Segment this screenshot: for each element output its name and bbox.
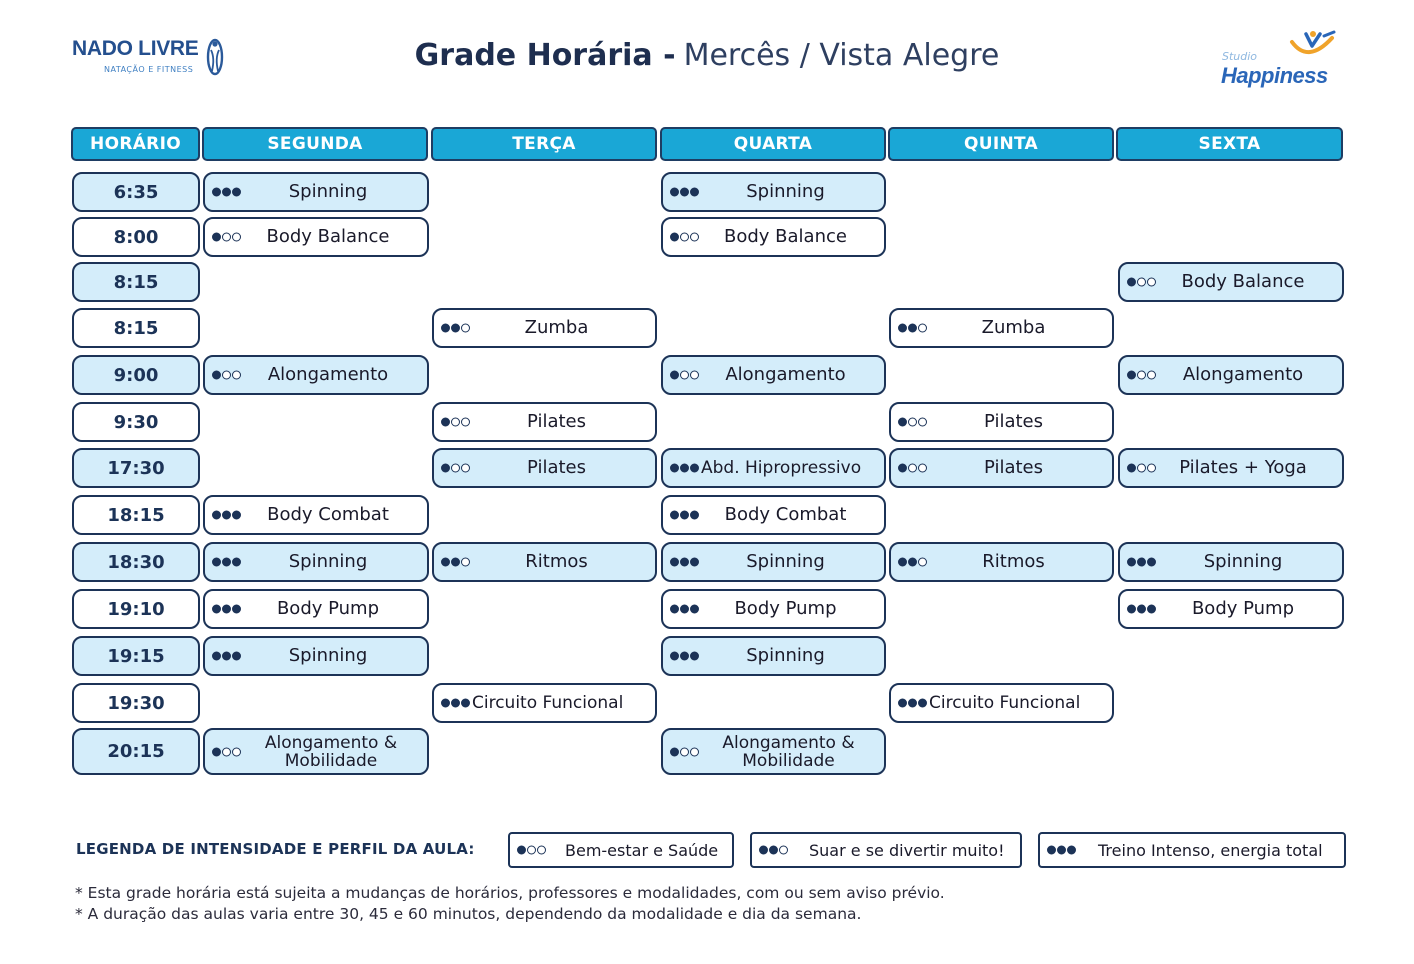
class-name: Body Combat bbox=[267, 504, 389, 525]
col-header-sexta: SEXTA bbox=[1116, 127, 1343, 161]
page-title bbox=[0, 38, 1414, 73]
class-name: Spinning bbox=[1203, 551, 1283, 572]
title-text: Grade Horária - bbox=[414, 38, 676, 73]
time-cell: 20:15 bbox=[72, 728, 200, 775]
time-cell: 19:10 bbox=[72, 589, 200, 629]
class-quarta-body-balance bbox=[661, 217, 886, 257]
time-cell: 8:15 bbox=[72, 308, 200, 348]
time-cell: 18:15 bbox=[72, 495, 200, 535]
time-cell: 19:30 bbox=[72, 683, 200, 723]
class-terca-circuito-funcional bbox=[432, 683, 657, 723]
class-name: Spinning bbox=[746, 551, 825, 572]
intensity-dots-icon bbox=[759, 846, 788, 855]
class-terca-pilates bbox=[432, 448, 657, 488]
class-name: Alongamento bbox=[1182, 364, 1304, 385]
class-name: Circuito Funcional bbox=[929, 693, 1081, 713]
class-name: Alongamento & Mobilidade bbox=[722, 732, 855, 771]
class-quinta-pilates bbox=[889, 448, 1114, 488]
class-name: Body Pump bbox=[276, 598, 380, 619]
col-header-time: HORÁRIO bbox=[71, 127, 200, 161]
class-terca-zumba bbox=[432, 308, 657, 348]
nado-livre-tagline: NATAÇÃO E FITNESS bbox=[104, 65, 194, 74]
legend-item-wellness bbox=[508, 832, 734, 868]
legend-item-fun bbox=[750, 832, 1022, 868]
class-sexta-spinning bbox=[1118, 542, 1344, 582]
class-sexta-body-balance bbox=[1118, 262, 1344, 302]
class-quarta-alongamento bbox=[661, 355, 886, 395]
class-quarta-spinning bbox=[661, 172, 886, 212]
legend-title: LEGENDA DE INTENSIDADE E PERFIL DA AULA: bbox=[76, 840, 475, 858]
class-quinta-zumba bbox=[889, 308, 1114, 348]
class-sexta-body-pump bbox=[1118, 589, 1344, 629]
class-name: Zumba bbox=[981, 317, 1046, 338]
class-segunda-alongamento-mobilidade bbox=[203, 728, 429, 775]
class-name: Spinning bbox=[288, 181, 368, 202]
class-name: Pilates bbox=[526, 457, 586, 478]
class-name: Pilates bbox=[983, 457, 1043, 478]
class-name: Pilates + Yoga bbox=[1179, 457, 1307, 478]
class-segunda-body-pump bbox=[203, 589, 429, 629]
time-cell: 19:15 bbox=[72, 636, 200, 676]
legend-item-intense bbox=[1038, 832, 1346, 868]
class-name: Alongamento bbox=[267, 364, 389, 385]
class-terca-pilates bbox=[432, 402, 657, 442]
legend-label: Suar e se divertir muito! bbox=[809, 840, 1005, 860]
time-cell: 6:35 bbox=[72, 172, 200, 212]
class-segunda-alongamento bbox=[203, 355, 429, 395]
class-name: Alongamento bbox=[725, 364, 846, 385]
class-segunda-spinning bbox=[203, 542, 429, 582]
class-quarta-alongamento-mobilidade bbox=[661, 728, 886, 775]
studio-label: Studio bbox=[1222, 50, 1258, 63]
class-name: Ritmos bbox=[525, 551, 588, 572]
col-header-quarta: QUARTA bbox=[660, 127, 886, 161]
class-name: Abd. Hipropressivo bbox=[701, 458, 862, 478]
time-cell: 9:00 bbox=[72, 355, 200, 395]
class-name: Body Pump bbox=[734, 598, 837, 619]
class-name: Body Balance bbox=[1181, 271, 1305, 292]
class-quarta-spinning bbox=[661, 542, 886, 582]
time-cell: 17:30 bbox=[72, 448, 200, 488]
legend-label: Bem-estar e Saúde bbox=[565, 840, 719, 860]
happiness-label: Happiness bbox=[1221, 63, 1328, 88]
class-name: Body Balance bbox=[266, 226, 390, 247]
time-cell: 18:30 bbox=[72, 542, 200, 582]
class-quarta-abd-hipropressivo bbox=[661, 448, 886, 488]
class-name: Body Balance bbox=[724, 226, 847, 247]
class-segunda-spinning bbox=[203, 172, 429, 212]
class-quarta-body-pump bbox=[661, 589, 886, 629]
intensity-dots-icon bbox=[1047, 846, 1076, 855]
time-cell: 8:15 bbox=[72, 262, 200, 302]
class-sexta-alongamento bbox=[1118, 355, 1344, 395]
class-name: Alongamento & Mobilidade bbox=[264, 732, 398, 771]
class-name: Spinning bbox=[288, 551, 368, 572]
time-cell: 8:00 bbox=[72, 217, 200, 257]
class-quarta-spinning bbox=[661, 636, 886, 676]
class-name: Pilates bbox=[983, 411, 1043, 432]
class-terca-ritmos bbox=[432, 542, 657, 582]
class-segunda-body-combat bbox=[203, 495, 429, 535]
class-quinta-pilates bbox=[889, 402, 1114, 442]
time-cell: 9:30 bbox=[72, 402, 200, 442]
legend-label: Treino Intenso, energia total bbox=[1098, 840, 1323, 860]
class-quinta-ritmos bbox=[889, 542, 1114, 582]
class-quinta-circuito-funcional bbox=[889, 683, 1114, 723]
class-name: Zumba bbox=[524, 317, 589, 338]
class-name: Spinning bbox=[288, 645, 368, 666]
class-name: Body Combat bbox=[724, 504, 847, 525]
class-name: Ritmos bbox=[982, 551, 1045, 572]
title-location: Mercês / Vista Alegre bbox=[683, 38, 1000, 73]
class-name: Circuito Funcional bbox=[472, 693, 624, 713]
class-name: Spinning bbox=[746, 645, 825, 666]
class-segunda-body-balance bbox=[203, 217, 429, 257]
happy-figure-icon bbox=[1288, 30, 1340, 66]
col-header-terca: TERÇA bbox=[431, 127, 657, 161]
note-schedule-changes: * Esta grade horária está sujeita a mudanças de horários, professores e modalidades, com ou sem aviso prévio. bbox=[75, 884, 945, 902]
studio-happiness-logo bbox=[1218, 30, 1342, 90]
note-class-duration: * A duração das aulas varia entre 30, 45 e 60 minutos, dependendo da modalidade e dia da semana. bbox=[75, 905, 862, 923]
class-sexta-pilates-yoga bbox=[1118, 448, 1344, 488]
col-header-segunda: SEGUNDA bbox=[202, 127, 428, 161]
class-name: Spinning bbox=[746, 181, 825, 202]
class-name: Pilates bbox=[526, 411, 586, 432]
intensity-dots-icon bbox=[517, 846, 546, 855]
class-segunda-spinning bbox=[203, 636, 429, 676]
class-name: Body Pump bbox=[1191, 598, 1295, 619]
class-quarta-body-combat bbox=[661, 495, 886, 535]
col-header-quinta: QUINTA bbox=[888, 127, 1114, 161]
nado-livre-brand: NADO LIVRE bbox=[72, 37, 199, 60]
